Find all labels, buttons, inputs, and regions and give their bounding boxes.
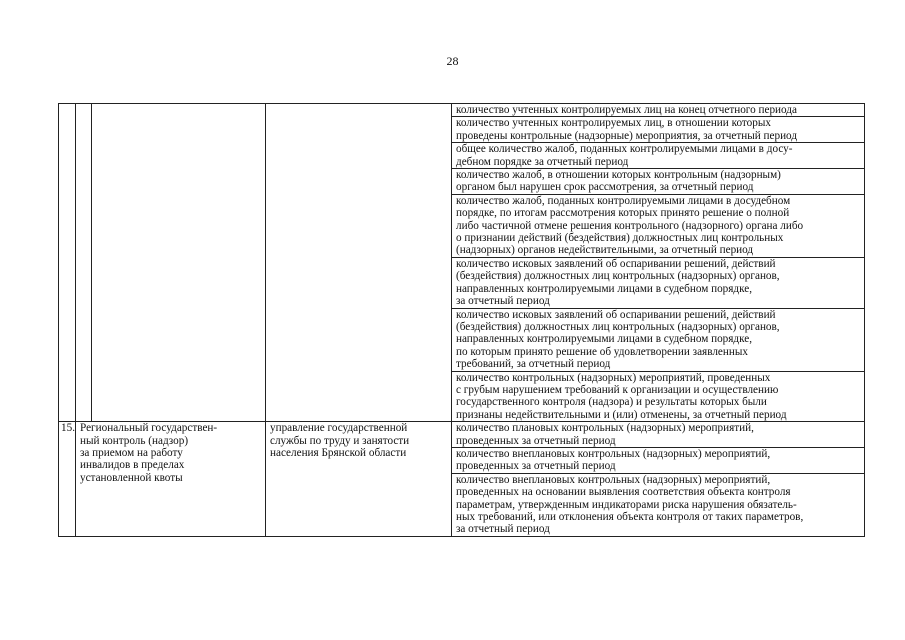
indicator-cell: количество исковых заявлений об оспаривании решений, действий (бездействия) должностных лиц контрольных (надзорных) органов, направленных контролируемыми лицами в судебном порядке, по которым принято решение об удовлетворении заявленных требований, за отчетный период bbox=[452, 308, 865, 371]
organ-cell bbox=[266, 104, 452, 422]
indicators-table bbox=[58, 103, 865, 537]
organ-cell: управление государственной службы по труду и занятости населения Брянской области bbox=[266, 422, 452, 537]
page-number: 28 bbox=[446, 54, 459, 68]
indicator-cell: общее количество жалоб, поданных контролируемыми лицами в досу- дебном порядке за отчетный период bbox=[452, 143, 865, 169]
control-type-cell bbox=[92, 104, 266, 422]
indicator-cell: количество жалоб, в отношении которых контрольным (надзорным) органом был нарушен срок рассмотрения, за отчетный период bbox=[452, 169, 865, 195]
indicator-cell: количество внеплановых контрольных (надзорных) мероприятий, проведенных за отчетный период bbox=[452, 447, 865, 473]
row-number-cell: 15. bbox=[59, 422, 76, 537]
indicator-cell: количество исковых заявлений об оспаривании решений, действий (бездействия) должностных лиц контрольных (надзорных) органов, направленных контролируемыми лицами в судебном порядке, за отчетный период bbox=[452, 257, 865, 308]
indicator-cell: количество плановых контрольных (надзорных) мероприятий, проведенных за отчетный период bbox=[452, 422, 865, 448]
table-row bbox=[59, 422, 865, 448]
indicator-cell: количество учтенных контролируемых лиц, в отношении которых проведены контрольные (надзорные) мероприятия, за отчетный период bbox=[452, 117, 865, 143]
indicator-cell: количество жалоб, поданных контролируемыми лицами в досудебном порядке, по итогам рассмотрения которых принято решение о полной либо частичной отмене решения контрольного (надзорного) органа либо о признании действий (бездействия) должностных лиц контрольных (надзорных) органов недействительными, за отчетный период bbox=[452, 194, 865, 257]
control-type-cell: Региональный государствен- ный контроль (надзор) за приемом на работу инвалидов в пределах установленной квоты bbox=[76, 422, 266, 537]
indicator-cell: количество внеплановых контрольных (надзорных) мероприятий, проведенных на основании выявления соответствия объекта контроля параметрам, утвержденным индикаторами риска нарушения обязатель- ных требований, или отклонения объекта контроля от таких параметров, за отчетный период bbox=[452, 473, 865, 536]
indicator-cell: количество контрольных (надзорных) мероприятий, проведенных с грубым нарушением требований к организации и осуществлению государственного контроля (надзора) и результаты которых были признаны недействительными и (или) отменены, за отчетный период bbox=[452, 371, 865, 422]
table-row bbox=[59, 104, 865, 117]
indicator-cell: количество учтенных контролируемых лиц на конец отчетного периода bbox=[452, 104, 865, 117]
blank-cell bbox=[76, 104, 92, 422]
row-number-cell bbox=[59, 104, 76, 422]
